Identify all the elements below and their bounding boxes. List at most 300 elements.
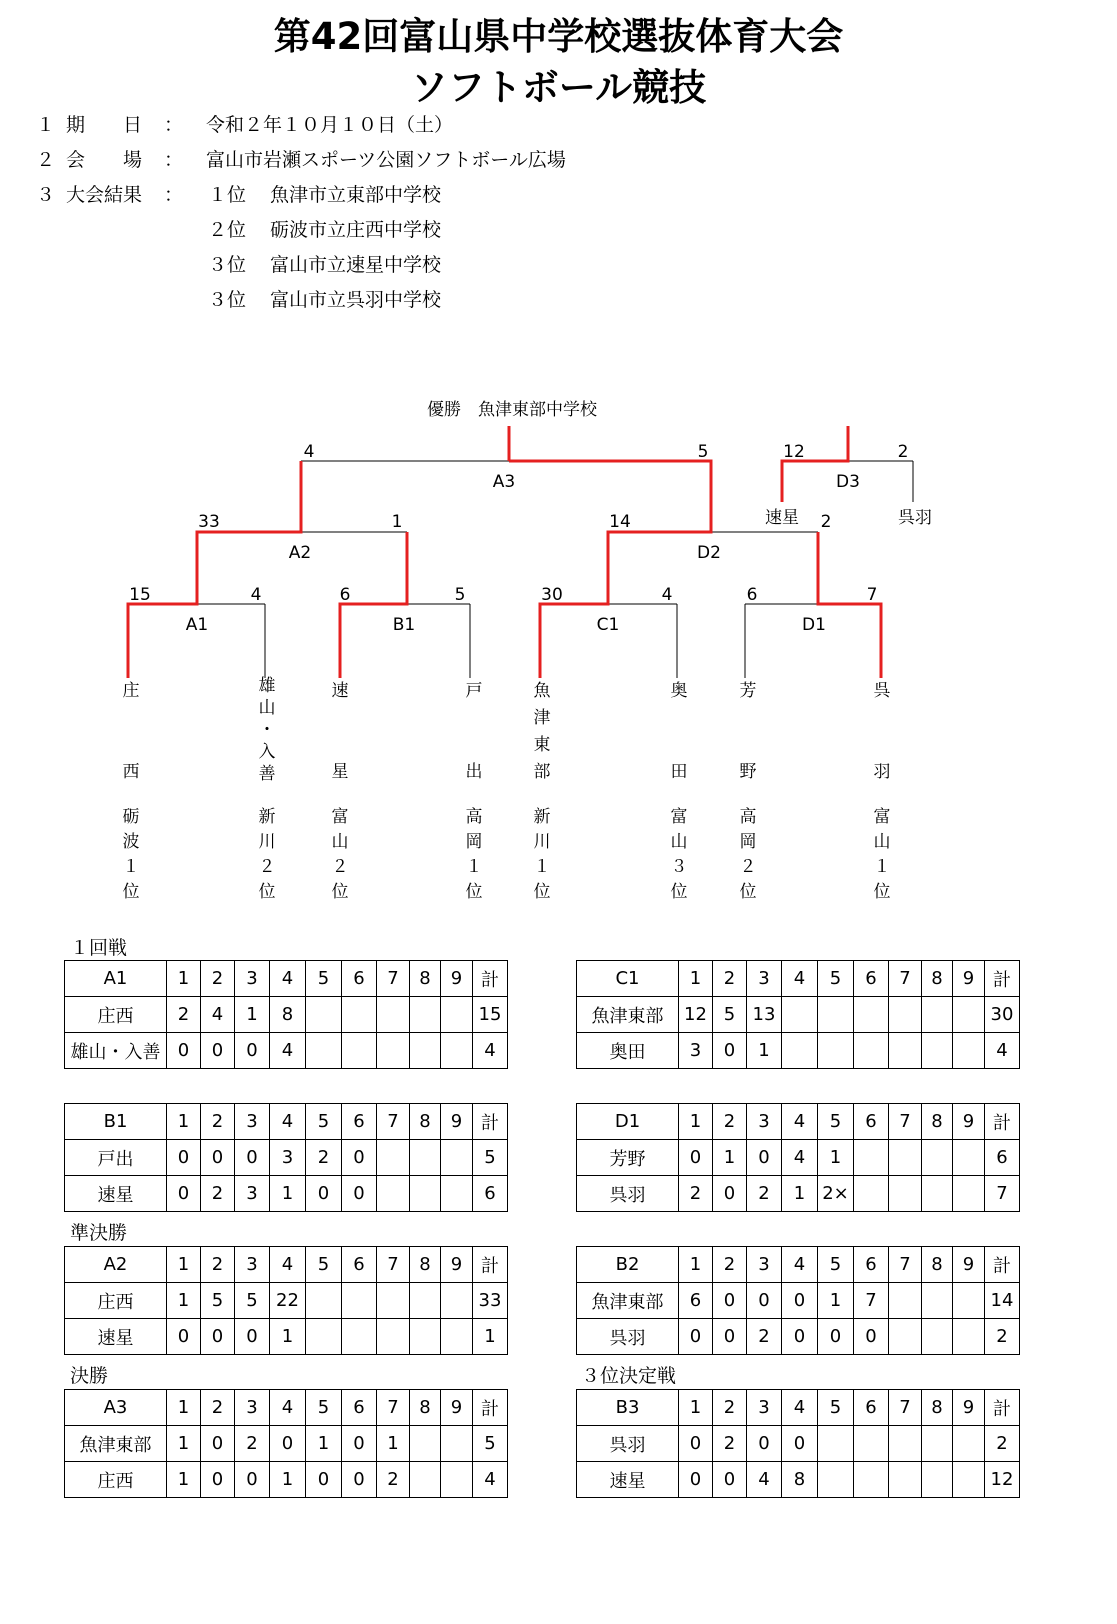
score-cell: 2: [201, 961, 235, 997]
score-cell: 0: [747, 1140, 782, 1176]
score-cell: 7: [985, 1176, 1020, 1212]
score-cell: [410, 1283, 441, 1319]
score-label: 33: [198, 512, 220, 532]
score-label: 5: [454, 585, 466, 605]
score-cell: 6: [342, 1390, 377, 1426]
score-cell: 4: [985, 1033, 1020, 1069]
score-cell: 9: [441, 1390, 473, 1426]
score-cell: 1: [782, 1176, 818, 1212]
score-cell: 14: [985, 1283, 1020, 1319]
section-third-place: ３位決定戦: [581, 1365, 677, 1387]
team-name-char: 東: [533, 735, 551, 755]
score-cell: 0: [235, 1140, 270, 1176]
score-label: 7: [866, 585, 878, 605]
score-cell: 4: [270, 961, 306, 997]
team-qualification-char: 富: [873, 807, 891, 827]
result-rank: ２位: [208, 219, 247, 241]
score-table-c1: [576, 960, 1020, 1069]
team-name-char: 津: [533, 708, 551, 728]
team-name-char: 芳: [739, 681, 757, 701]
info-results-num: ３: [36, 184, 56, 206]
team-name-char: 入: [258, 742, 276, 762]
score-cell: A3: [65, 1390, 167, 1426]
score-cell: 0: [167, 1140, 201, 1176]
score-cell: 0: [235, 1462, 270, 1498]
table-row: [577, 997, 1020, 1033]
table-row: [577, 1426, 1020, 1462]
score-cell: 0: [201, 1462, 235, 1498]
score-cell: [441, 997, 473, 1033]
score-cell: 5: [473, 1426, 508, 1462]
score-cell: [410, 1426, 441, 1462]
score-cell: [410, 997, 441, 1033]
score-cell: 0: [713, 1033, 747, 1069]
team-qualification-char: 山: [331, 832, 349, 852]
game-label: C1: [596, 615, 620, 635]
score-cell: [922, 1426, 953, 1462]
score-cell: [953, 1140, 985, 1176]
info-results-colon: ：: [164, 184, 184, 206]
score-cell: 1: [167, 1462, 201, 1498]
score-cell: [441, 1462, 473, 1498]
score-label: 14: [609, 512, 631, 532]
score-cell: [854, 1033, 889, 1069]
score-table-b2: [576, 1246, 1020, 1355]
info-results-label: 大会結果: [66, 184, 143, 206]
score-cell: 9: [441, 1104, 473, 1140]
score-cell: 2: [713, 1426, 747, 1462]
score-cell: 7: [889, 1247, 922, 1283]
score-cell: 1: [747, 1033, 782, 1069]
score-cell: 5: [473, 1140, 508, 1176]
score-cell: 3: [747, 1390, 782, 1426]
section-round1: １回戦: [70, 937, 128, 959]
score-cell: [782, 997, 818, 1033]
team-qualification-char: 川: [258, 832, 276, 852]
score-cell: 4: [270, 1104, 306, 1140]
team-qualification-char: 位: [331, 882, 349, 902]
score-cell: 6: [854, 1247, 889, 1283]
score-cell: [922, 1033, 953, 1069]
score-cell: 3: [235, 1104, 270, 1140]
score-cell: 8: [922, 1390, 953, 1426]
table-row: [577, 1033, 1020, 1069]
score-cell: 8: [782, 1462, 818, 1498]
score-cell: 0: [167, 1033, 201, 1069]
score-cell: 0: [342, 1462, 377, 1498]
score-cell: 0: [818, 1319, 854, 1355]
score-cell: 4: [473, 1462, 508, 1498]
score-cell: 2: [713, 961, 747, 997]
score-cell: [854, 1140, 889, 1176]
score-cell: 0: [167, 1176, 201, 1212]
champion-label: 優勝 魚津東部中学校: [427, 400, 597, 420]
score-cell: 4: [201, 997, 235, 1033]
team-qualification-char: 高: [739, 807, 757, 827]
score-cell: [889, 1140, 922, 1176]
team-name-char: 星: [331, 762, 349, 782]
score-cell: 0: [235, 1033, 270, 1069]
score-cell: [854, 997, 889, 1033]
score-cell: 7: [377, 1247, 410, 1283]
table-header-row: [65, 1247, 508, 1283]
score-cell: 0: [713, 1462, 747, 1498]
score-cell: [410, 1319, 441, 1355]
score-cell: 9: [953, 1247, 985, 1283]
team-name-char: 速: [331, 681, 349, 701]
score-cell: 7: [889, 961, 922, 997]
score-cell: 呉羽: [577, 1319, 679, 1355]
score-cell: 2: [747, 1176, 782, 1212]
score-cell: 2: [201, 1176, 235, 1212]
team-qualification-char: １: [533, 857, 551, 877]
score-cell: 12: [985, 1462, 1020, 1498]
info-date-label: 期 日: [66, 114, 143, 136]
score-table-a1: [64, 960, 508, 1069]
score-cell: [441, 1283, 473, 1319]
bracket-lines-winner: [128, 426, 881, 678]
table-header-row: [65, 961, 508, 997]
d3-team-label: 呉羽: [898, 508, 932, 528]
score-cell: 6: [985, 1140, 1020, 1176]
team-name-char: 戸: [465, 681, 483, 701]
score-cell: [342, 1319, 377, 1355]
score-cell: 1: [473, 1319, 508, 1355]
result-school: 砺波市立庄西中学校: [270, 219, 442, 241]
score-cell: B2: [577, 1247, 679, 1283]
team-qualification-char: １: [465, 857, 483, 877]
score-cell: 1: [679, 961, 713, 997]
score-cell: 呉羽: [577, 1176, 679, 1212]
score-cell: 15: [473, 997, 508, 1033]
team-qualification-char: １: [873, 857, 891, 877]
team-qualification-char: 砺: [122, 807, 140, 827]
team-qualification-char: 川: [533, 832, 551, 852]
team-qualification-char: 高: [465, 807, 483, 827]
score-cell: 2: [235, 1426, 270, 1462]
score-cell: [410, 1176, 441, 1212]
score-cell: 4: [270, 1247, 306, 1283]
score-label: 5: [697, 442, 709, 462]
score-cell: 0: [306, 1462, 342, 1498]
score-cell: 8: [410, 1390, 441, 1426]
score-cell: [889, 1426, 922, 1462]
score-cell: [410, 1462, 441, 1498]
score-cell: 9: [953, 1104, 985, 1140]
score-cell: 2: [713, 1247, 747, 1283]
score-cell: [818, 1426, 854, 1462]
score-cell: B3: [577, 1390, 679, 1426]
score-cell: 1: [235, 997, 270, 1033]
score-cell: 計: [473, 1104, 508, 1140]
team-qualification-char: 位: [122, 882, 140, 902]
table-row: [65, 1033, 508, 1069]
score-cell: 1: [270, 1319, 306, 1355]
score-cell: 6: [854, 961, 889, 997]
score-cell: 0: [679, 1462, 713, 1498]
game-label: B1: [392, 615, 416, 635]
team-qualification-char: 位: [739, 882, 757, 902]
score-cell: [818, 997, 854, 1033]
score-cell: 計: [473, 1247, 508, 1283]
score-cell: 0: [201, 1140, 235, 1176]
score-cell: [889, 1033, 922, 1069]
score-cell: 呉羽: [577, 1426, 679, 1462]
score-cell: [922, 1462, 953, 1498]
score-cell: 1: [818, 1140, 854, 1176]
score-cell: 2: [201, 1247, 235, 1283]
score-cell: 12: [679, 997, 713, 1033]
score-cell: [953, 1426, 985, 1462]
team-qualification-char: ２: [258, 857, 276, 877]
score-cell: 4: [782, 1247, 818, 1283]
score-cell: 1: [713, 1140, 747, 1176]
score-cell: 5: [713, 997, 747, 1033]
page-subtitle: ソフトボール競技: [410, 66, 707, 109]
score-cell: [922, 1140, 953, 1176]
score-cell: 2: [167, 997, 201, 1033]
score-table-b1: [64, 1103, 508, 1212]
team-qualification-char: 位: [873, 882, 891, 902]
score-cell: [889, 1462, 922, 1498]
score-cell: 8: [922, 1247, 953, 1283]
score-cell: [854, 1462, 889, 1498]
score-cell: 6: [342, 961, 377, 997]
score-cell: 0: [782, 1283, 818, 1319]
team-qualification-char: 位: [533, 882, 551, 902]
team-name-char: 呉: [873, 681, 891, 701]
score-label: 4: [250, 585, 262, 605]
team-name-char: 出: [465, 762, 483, 782]
score-cell: 7: [889, 1390, 922, 1426]
result-rank: ３位: [208, 254, 247, 276]
table-header-row: [577, 961, 1020, 997]
score-cell: 庄西: [65, 997, 167, 1033]
score-cell: [953, 1033, 985, 1069]
score-cell: [377, 1176, 410, 1212]
score-cell: 9: [441, 961, 473, 997]
score-cell: [889, 1283, 922, 1319]
table-header-row: [65, 1104, 508, 1140]
score-cell: 7: [377, 1104, 410, 1140]
game-label: A2: [288, 543, 312, 563]
score-cell: 計: [985, 1247, 1020, 1283]
result-rank: １位: [208, 184, 247, 206]
score-cell: 5: [201, 1283, 235, 1319]
score-cell: 速星: [65, 1176, 167, 1212]
score-cell: 5: [818, 961, 854, 997]
score-cell: A2: [65, 1247, 167, 1283]
score-cell: 計: [473, 961, 508, 997]
score-cell: 1: [167, 961, 201, 997]
score-cell: 5: [306, 1390, 342, 1426]
score-cell: 6: [679, 1283, 713, 1319]
score-cell: [306, 1033, 342, 1069]
score-cell: D1: [577, 1104, 679, 1140]
score-cell: 8: [410, 1104, 441, 1140]
score-cell: 0: [679, 1426, 713, 1462]
score-cell: 0: [342, 1140, 377, 1176]
team-qualification-char: 位: [670, 882, 688, 902]
score-table-a2: [64, 1246, 508, 1355]
team-name-char: 野: [739, 762, 757, 782]
score-cell: [441, 1033, 473, 1069]
info-venue-num: ２: [36, 149, 56, 171]
score-cell: [342, 1283, 377, 1319]
score-cell: 計: [985, 1390, 1020, 1426]
score-cell: 計: [985, 961, 1020, 997]
score-cell: [889, 1319, 922, 1355]
bracket-lines-normal: [197, 461, 913, 678]
game-label: A3: [492, 472, 516, 492]
score-cell: [306, 1319, 342, 1355]
team-name-char: 雄: [258, 676, 276, 696]
team-qualification-char: 山: [873, 832, 891, 852]
table-row: [577, 1140, 1020, 1176]
team-name-char: 山: [258, 698, 276, 718]
team-qualification-char: １: [122, 857, 140, 877]
table-row: [577, 1176, 1020, 1212]
team-qualification-char: 山: [670, 832, 688, 852]
score-label: 6: [339, 585, 351, 605]
team-qualification-char: 岡: [465, 832, 483, 852]
team-qualification-char: 位: [258, 882, 276, 902]
score-cell: 1: [167, 1247, 201, 1283]
score-cell: 魚津東部: [65, 1426, 167, 1462]
score-cell: 2: [985, 1426, 1020, 1462]
score-cell: [953, 1462, 985, 1498]
score-cell: 3: [235, 1176, 270, 1212]
score-cell: 1: [167, 1426, 201, 1462]
score-cell: 0: [167, 1319, 201, 1355]
score-cell: 0: [201, 1319, 235, 1355]
score-cell: 7: [377, 961, 410, 997]
score-cell: 1: [679, 1390, 713, 1426]
result-school: 魚津市立東部中学校: [270, 184, 442, 206]
score-cell: 庄西: [65, 1283, 167, 1319]
table-row: [65, 1426, 508, 1462]
table-row: [577, 1319, 1020, 1355]
score-cell: 5: [818, 1104, 854, 1140]
score-cell: [377, 1140, 410, 1176]
team-name-char: 奥: [670, 681, 688, 701]
score-cell: [441, 1319, 473, 1355]
score-cell: 3: [747, 1104, 782, 1140]
d3-team-label: 速星: [765, 508, 799, 528]
info-date-colon: ：: [164, 114, 184, 136]
score-cell: 9: [441, 1247, 473, 1283]
score-cell: 8: [270, 997, 306, 1033]
score-cell: 1: [818, 1283, 854, 1319]
score-cell: 2: [377, 1462, 410, 1498]
score-cell: 9: [953, 961, 985, 997]
score-cell: [818, 1033, 854, 1069]
score-cell: 1: [167, 1283, 201, 1319]
score-cell: 2: [713, 1390, 747, 1426]
score-cell: 4: [782, 1140, 818, 1176]
table-row: [577, 1462, 1020, 1498]
score-cell: 6: [854, 1104, 889, 1140]
score-cell: 0: [201, 1033, 235, 1069]
score-cell: 0: [306, 1176, 342, 1212]
score-cell: [441, 1426, 473, 1462]
score-cell: 1: [167, 1104, 201, 1140]
score-cell: 0: [679, 1140, 713, 1176]
score-cell: 1: [679, 1247, 713, 1283]
score-cell: 1: [270, 1462, 306, 1498]
score-cell: 奥田: [577, 1033, 679, 1069]
score-cell: 6: [473, 1176, 508, 1212]
score-cell: 0: [201, 1426, 235, 1462]
section-semifinal: 準決勝: [70, 1222, 128, 1244]
score-cell: 7: [854, 1283, 889, 1319]
score-cell: 4: [270, 1390, 306, 1426]
score-cell: 6: [342, 1247, 377, 1283]
table-row: [65, 1140, 508, 1176]
score-cell: 5: [235, 1283, 270, 1319]
score-cell: 8: [922, 1104, 953, 1140]
game-label: D3: [836, 472, 860, 492]
score-cell: 33: [473, 1283, 508, 1319]
score-label: 1: [391, 512, 403, 532]
team-name-char: 部: [533, 762, 551, 782]
score-cell: 魚津東部: [577, 1283, 679, 1319]
score-cell: [953, 1319, 985, 1355]
score-cell: 雄山・入善: [65, 1033, 167, 1069]
table-header-row: [577, 1247, 1020, 1283]
score-cell: 0: [342, 1426, 377, 1462]
score-cell: 3: [747, 961, 782, 997]
info-venue-value: 富山市岩瀬スポーツ公園ソフトボール広場: [206, 149, 566, 171]
score-cell: 8: [922, 961, 953, 997]
score-cell: [889, 1176, 922, 1212]
table-row: [65, 1176, 508, 1212]
score-table-a3: [64, 1389, 508, 1498]
team-qualification-char: 波: [122, 832, 140, 852]
score-cell: 芳野: [577, 1140, 679, 1176]
score-cell: 8: [410, 961, 441, 997]
score-cell: [342, 1033, 377, 1069]
score-cell: 2: [985, 1319, 1020, 1355]
score-cell: [953, 1176, 985, 1212]
table-header-row: [577, 1104, 1020, 1140]
score-cell: [441, 1176, 473, 1212]
score-cell: 0: [747, 1283, 782, 1319]
score-cell: [953, 1283, 985, 1319]
score-cell: 0: [747, 1426, 782, 1462]
team-name-char: 魚: [533, 681, 551, 701]
score-label: 2: [820, 512, 832, 532]
score-cell: 速星: [577, 1462, 679, 1498]
score-cell: 計: [985, 1104, 1020, 1140]
score-cell: 30: [985, 997, 1020, 1033]
score-cell: 22: [270, 1283, 306, 1319]
score-cell: 7: [377, 1390, 410, 1426]
team-name-char: 庄: [122, 681, 140, 701]
score-cell: 5: [306, 1247, 342, 1283]
score-cell: 2×: [818, 1176, 854, 1212]
score-cell: [922, 1319, 953, 1355]
score-cell: [377, 1319, 410, 1355]
score-cell: [410, 1033, 441, 1069]
score-cell: 0: [270, 1426, 306, 1462]
page-title: 第42回富山県中学校選抜体育大会: [273, 15, 844, 58]
score-cell: 5: [306, 1104, 342, 1140]
score-cell: 2: [679, 1176, 713, 1212]
score-cell: [922, 1283, 953, 1319]
score-cell: 速星: [65, 1319, 167, 1355]
score-cell: 0: [782, 1319, 818, 1355]
